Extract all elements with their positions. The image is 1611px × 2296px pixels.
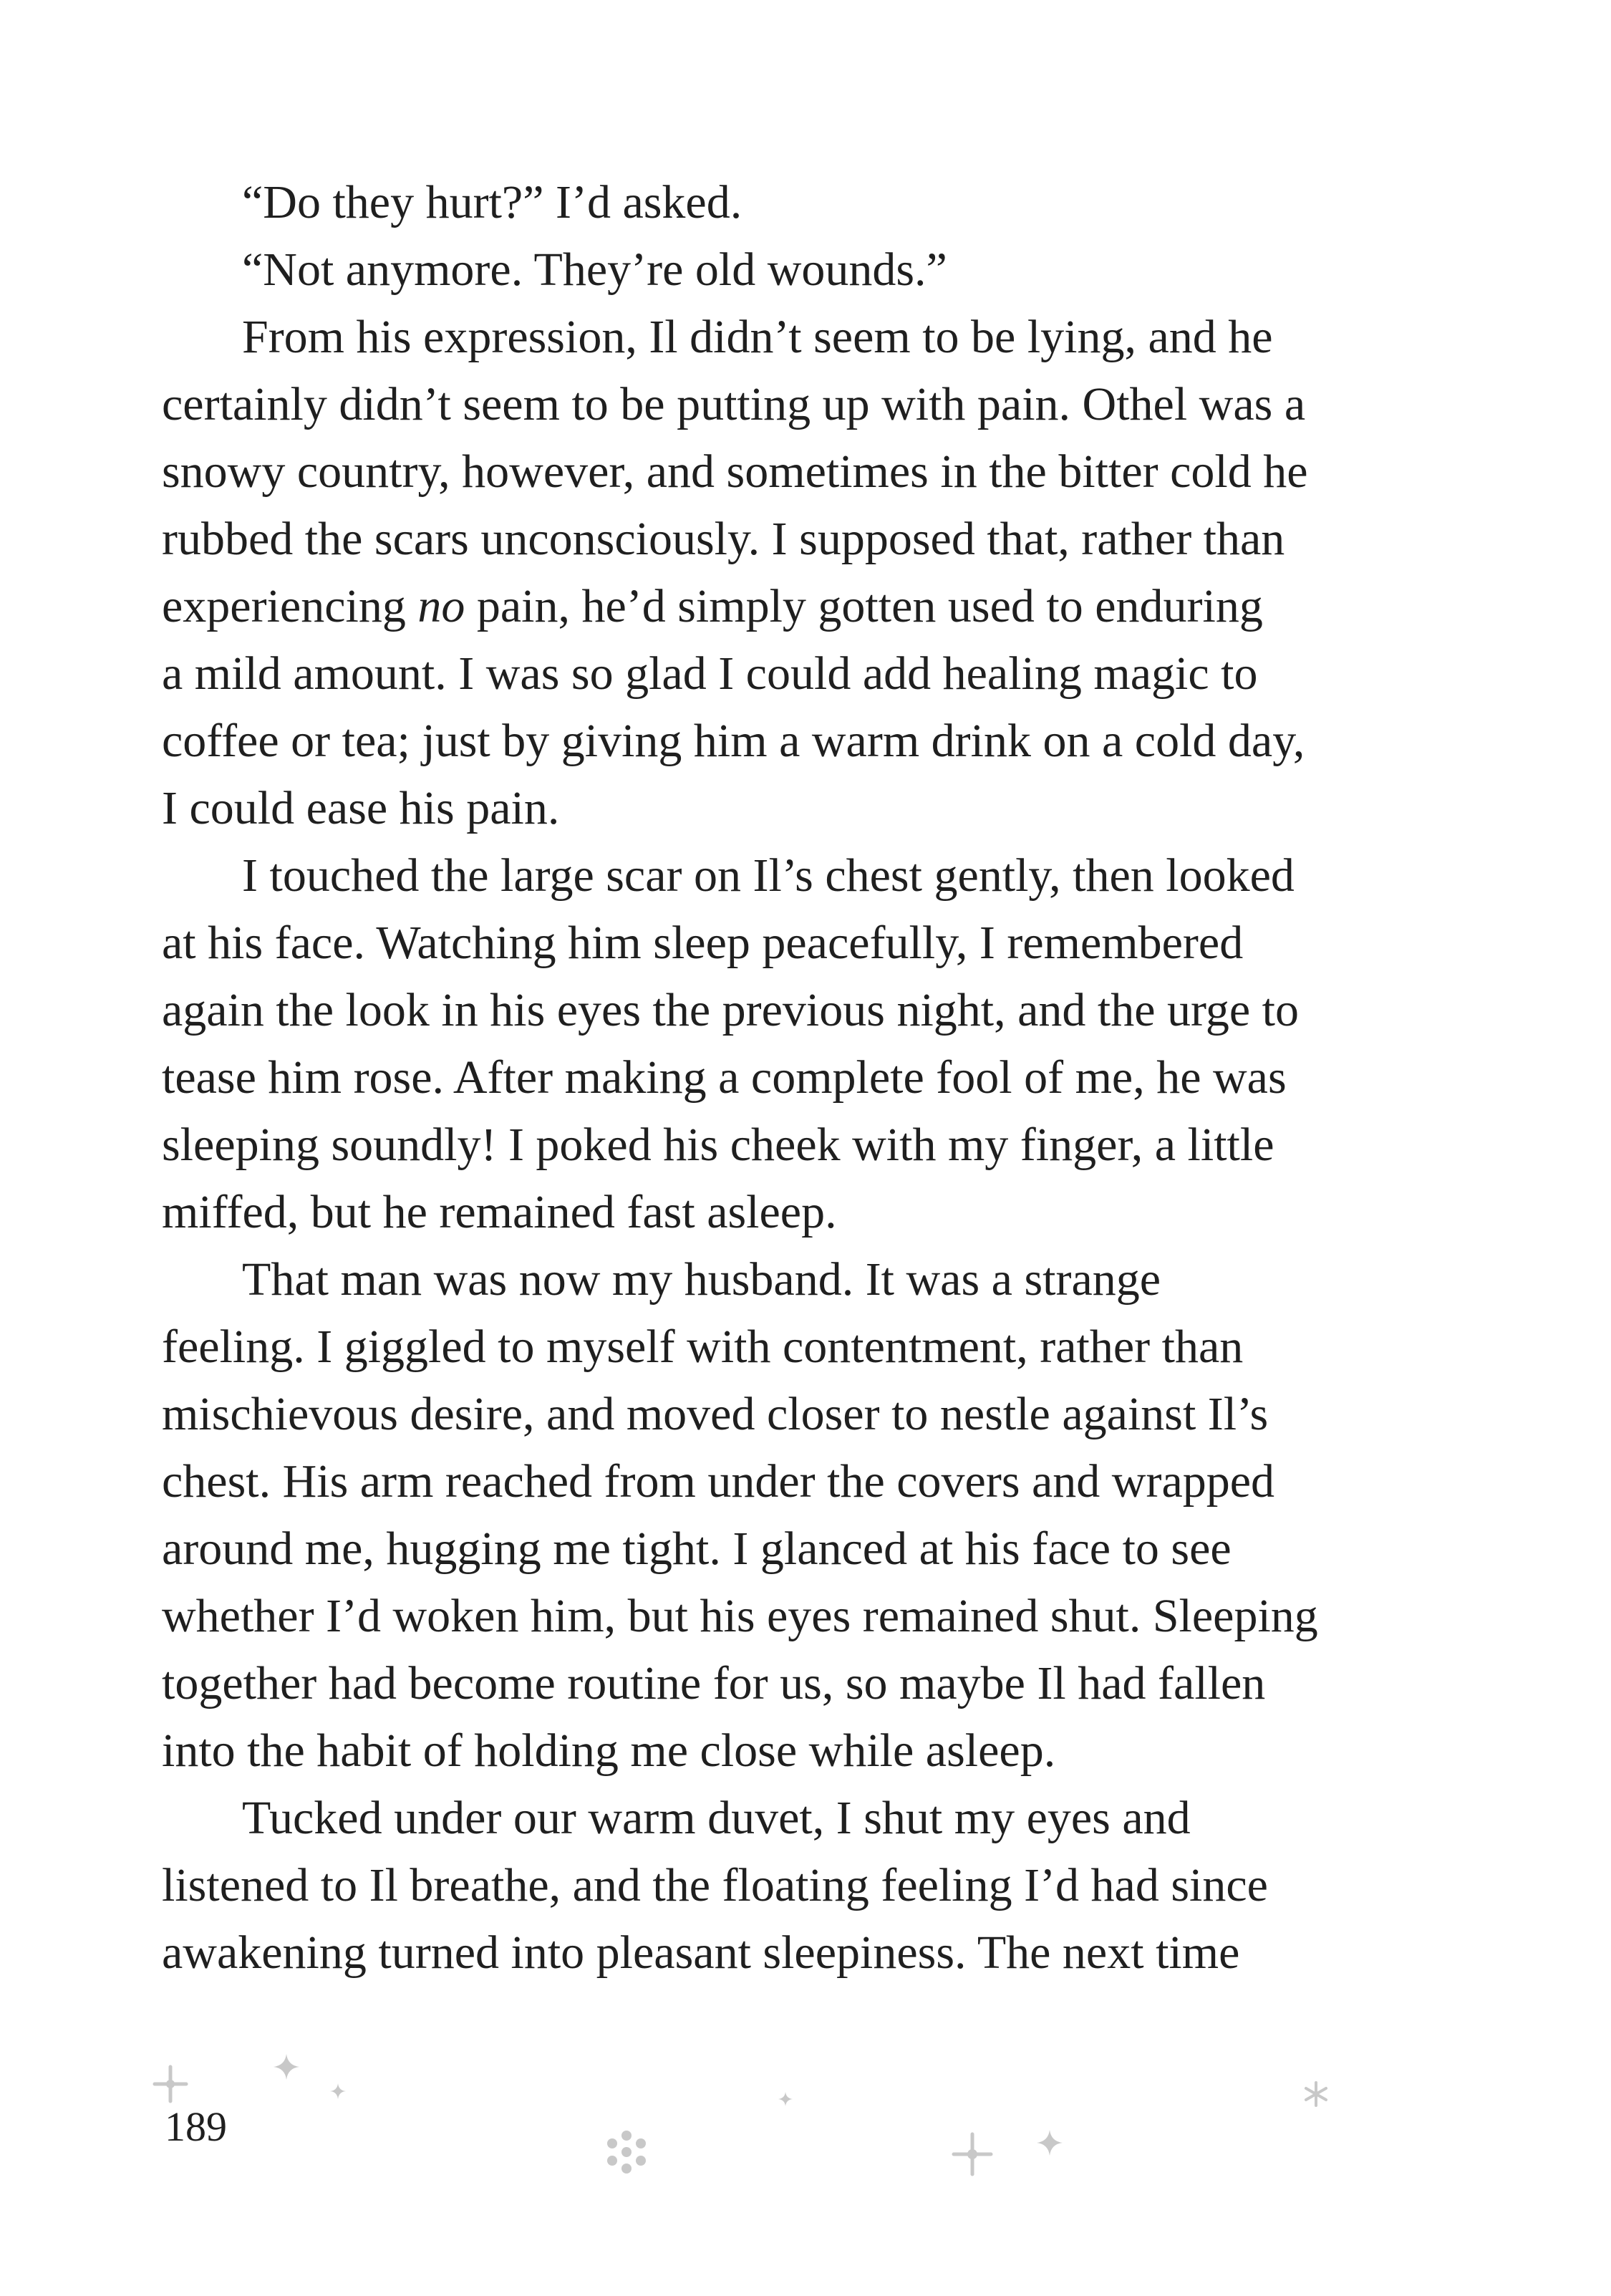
text-line: That man was now my husband. It was a strange (242, 1253, 1161, 1306)
text-line: “Do they hurt?” I’d asked. (242, 176, 742, 228)
sparkle-icon (1035, 2128, 1064, 2157)
text-line: sleeping soundly! I poked his cheek with my finger, a little (162, 1119, 1274, 1171)
text-line: tease him rose. After making a complete fool of me, he was (162, 1051, 1287, 1104)
text-line: together had become routine for us, so maybe Il had fallen (162, 1657, 1266, 1709)
sparkle-icon (329, 2083, 347, 2100)
text-segment: pain, he’d simply gotten used to enduring (465, 580, 1263, 632)
text-line: certainly didn’t seem to be putting up with pain. Othel was a (162, 378, 1306, 430)
text-line: rubbed the scars unconsciously. I supposed that, rather than (162, 513, 1285, 565)
sparkle-icon (778, 2091, 793, 2107)
text-line: I could ease his pain. (162, 782, 560, 834)
text-line: whether I’d woken him, but his eyes remained shut. Sleeping (162, 1590, 1318, 1642)
text-line: snowy country, however, and sometimes in the bitter cold he (162, 445, 1308, 498)
text-segment: experiencing (162, 580, 418, 632)
text-line: awakening turned into pleasant sleepiness. The next time (162, 1926, 1240, 1979)
text-line: into the habit of holding me close while asleep. (162, 1725, 1056, 1777)
text-line: miffed, but he remained fast asleep. (162, 1186, 837, 1238)
text-line: From his expression, Il didn’t seem to be lying, and he (242, 311, 1273, 363)
sparkle-icon (150, 2064, 190, 2104)
text-line: chest. His arm reached from under the covers and wrapped (162, 1455, 1275, 1508)
text-line: “Not anymore. They’re old wounds.” (242, 243, 947, 296)
snowflake-icon (601, 2127, 652, 2177)
text-line: Tucked under our warm duvet, I shut my eyes and (242, 1792, 1191, 1844)
page-number: 189 (165, 2103, 227, 2150)
text-line: at his face. Watching him sleep peacefully, I remembered (162, 917, 1244, 969)
text-line: listened to Il breathe, and the floating feeling I’d had since (162, 1859, 1268, 1911)
text-line: feeling. I giggled to myself with contentment, rather than (162, 1321, 1244, 1373)
text-line: around me, hugging me tight. I glanced at his face to see (162, 1523, 1232, 1575)
sparkle-icon (949, 2131, 995, 2177)
text-line: a mild amount. I was so glad I could add healing magic to (162, 647, 1258, 700)
snowflake-icon (1302, 2080, 1330, 2108)
text-line: again the look in his eyes the previous night, and the urge to (162, 984, 1299, 1036)
text-line (162, 573, 1263, 640)
text-line: mischievous desire, and moved closer to nestle against Il’s (162, 1388, 1269, 1440)
text-line: I touched the large scar on Il’s chest gently, then looked (242, 849, 1295, 902)
text-line: coffee or tea; just by giving him a warm drink on a cold day, (162, 715, 1305, 767)
emphasis-text: no (417, 580, 465, 632)
sparkle-icon (272, 2053, 301, 2081)
